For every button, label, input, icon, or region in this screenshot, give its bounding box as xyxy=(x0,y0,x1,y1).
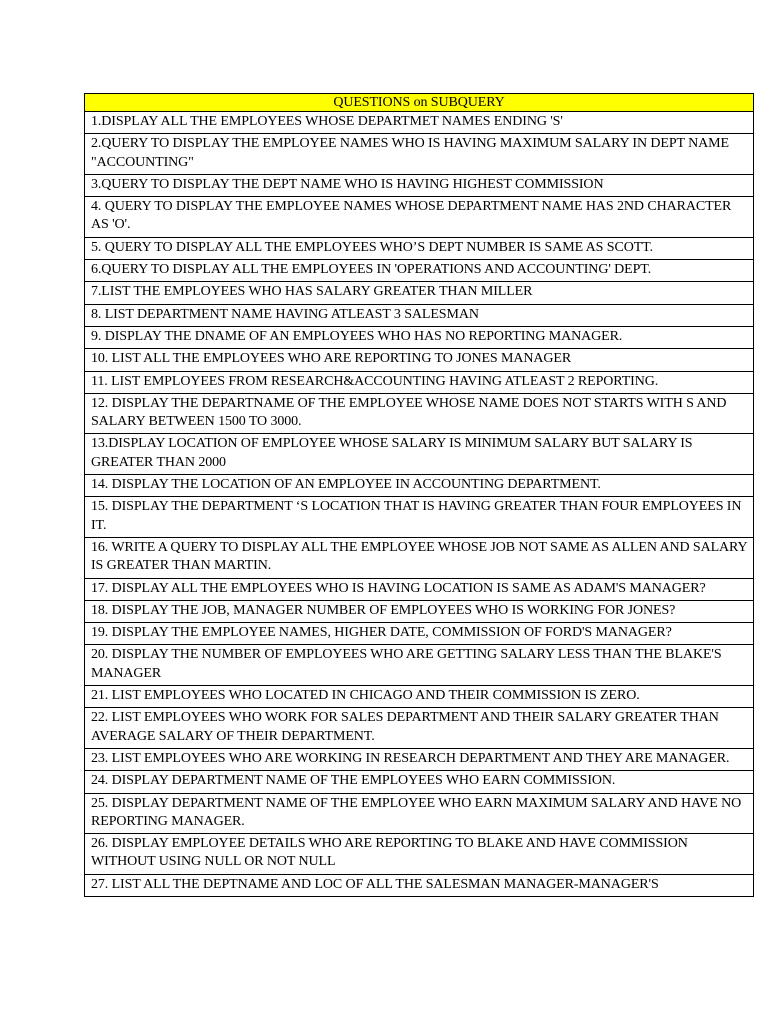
question-cell: 24. DISPLAY DEPARTMENT NAME OF THE EMPLOYEES WHO EARN COMMISSION. xyxy=(85,771,754,793)
question-cell: 26. DISPLAY EMPLOYEE DETAILS WHO ARE REPORTING TO BLAKE AND HAVE COMMISSION WITHOUT USING NULL OR NOT NULL xyxy=(85,834,754,875)
table-row xyxy=(85,326,754,348)
question-cell: 17. DISPLAY ALL THE EMPLOYEES WHO IS HAVING LOCATION IS SAME AS ADAM'S MANAGER? xyxy=(85,578,754,600)
question-cell: 21. LIST EMPLOYEES WHO LOCATED IN CHICAGO AND THEIR COMMISSION IS ZERO. xyxy=(85,686,754,708)
table-row xyxy=(85,834,754,875)
question-cell: 15. DISPLAY THE DEPARTMENT ‘S LOCATION THAT IS HAVING GREATER THAN FOUR EMPLOYEES IN IT. xyxy=(85,497,754,538)
table-row xyxy=(85,393,754,434)
table-row xyxy=(85,260,754,282)
question-cell: 5. QUERY TO DISPLAY ALL THE EMPLOYEES WHO’S DEPT NUMBER IS SAME AS SCOTT. xyxy=(85,237,754,259)
question-cell: 10. LIST ALL THE EMPLOYEES WHO ARE REPORTING TO JONES MANAGER xyxy=(85,349,754,371)
table-row xyxy=(85,134,754,175)
table-row xyxy=(85,112,754,134)
question-cell: 25. DISPLAY DEPARTMENT NAME OF THE EMPLOYEE WHO EARN MAXIMUM SALARY AND HAVE NO REPORTING MANAGER. xyxy=(85,793,754,834)
table-row xyxy=(85,708,754,749)
question-cell: 13.DISPLAY LOCATION OF EMPLOYEE WHOSE SALARY IS MINIMUM SALARY BUT SALARY IS GREATER THAN 2000 xyxy=(85,434,754,475)
question-cell: 8. LIST DEPARTMENT NAME HAVING ATLEAST 3 SALESMAN xyxy=(85,304,754,326)
table-row xyxy=(85,497,754,538)
table-row xyxy=(85,748,754,770)
question-cell: 20. DISPLAY THE NUMBER OF EMPLOYEES WHO ARE GETTING SALARY LESS THAN THE BLAKE'S MANAGER xyxy=(85,645,754,686)
table-row xyxy=(85,793,754,834)
table-row xyxy=(85,874,754,896)
table-row xyxy=(85,623,754,645)
table-row xyxy=(85,282,754,304)
table-row xyxy=(85,197,754,238)
table-header-row xyxy=(85,94,754,112)
table-row xyxy=(85,686,754,708)
question-cell: 14. DISPLAY THE LOCATION OF AN EMPLOYEE IN ACCOUNTING DEPARTMENT. xyxy=(85,475,754,497)
table-row xyxy=(85,645,754,686)
question-cell: 23. LIST EMPLOYEES WHO ARE WORKING IN RESEARCH DEPARTMENT AND THEY ARE MANAGER. xyxy=(85,748,754,770)
question-cell: 19. DISPLAY THE EMPLOYEE NAMES, HIGHER DATE, COMMISSION OF FORD'S MANAGER? xyxy=(85,623,754,645)
question-cell: 11. LIST EMPLOYEES FROM RESEARCH&ACCOUNTING HAVING ATLEAST 2 REPORTING. xyxy=(85,371,754,393)
table-row xyxy=(85,237,754,259)
question-cell: 9. DISPLAY THE DNAME OF AN EMPLOYEES WHO HAS NO REPORTING MANAGER. xyxy=(85,326,754,348)
question-cell: 18. DISPLAY THE JOB, MANAGER NUMBER OF EMPLOYEES WHO IS WORKING FOR JONES? xyxy=(85,600,754,622)
table-row xyxy=(85,600,754,622)
table-row xyxy=(85,475,754,497)
table-row xyxy=(85,174,754,196)
question-cell: 2.QUERY TO DISPLAY THE EMPLOYEE NAMES WHO IS HAVING MAXIMUM SALARY IN DEPT NAME "ACCOUNTING" xyxy=(85,134,754,175)
questions-table xyxy=(84,93,754,897)
question-cell: 4. QUERY TO DISPLAY THE EMPLOYEE NAMES WHOSE DEPARTMENT NAME HAS 2ND CHARACTER AS 'O'. xyxy=(85,197,754,238)
question-cell: 12. DISPLAY THE DEPARTNAME OF THE EMPLOYEE WHOSE NAME DOES NOT STARTS WITH S AND SALARY BETWEEN 1500 TO 3000. xyxy=(85,393,754,434)
table-title: QUESTIONS on SUBQUERY xyxy=(85,94,754,112)
question-cell: 3.QUERY TO DISPLAY THE DEPT NAME WHO IS HAVING HIGHEST COMMISSION xyxy=(85,174,754,196)
table-row xyxy=(85,771,754,793)
table-row xyxy=(85,371,754,393)
question-cell: 1.DISPLAY ALL THE EMPLOYEES WHOSE DEPARTMET NAMES ENDING 'S' xyxy=(85,112,754,134)
table-row xyxy=(85,304,754,326)
document-page xyxy=(84,93,754,897)
table-row xyxy=(85,537,754,578)
question-cell: 27. LIST ALL THE DEPTNAME AND LOC OF ALL THE SALESMAN MANAGER-MANAGER'S xyxy=(85,874,754,896)
question-cell: 7.LIST THE EMPLOYEES WHO HAS SALARY GREATER THAN MILLER xyxy=(85,282,754,304)
table-row xyxy=(85,349,754,371)
question-cell: 22. LIST EMPLOYEES WHO WORK FOR SALES DEPARTMENT AND THEIR SALARY GREATER THAN AVERAGE SALARY OF THEIR DEPARTMENT. xyxy=(85,708,754,749)
question-cell: 16. WRITE A QUERY TO DISPLAY ALL THE EMPLOYEE WHOSE JOB NOT SAME AS ALLEN AND SALARY IS GREATER THAN MARTIN. xyxy=(85,537,754,578)
question-cell: 6.QUERY TO DISPLAY ALL THE EMPLOYEES IN 'OPERATIONS AND ACCOUNTING' DEPT. xyxy=(85,260,754,282)
table-row xyxy=(85,578,754,600)
table-row xyxy=(85,434,754,475)
